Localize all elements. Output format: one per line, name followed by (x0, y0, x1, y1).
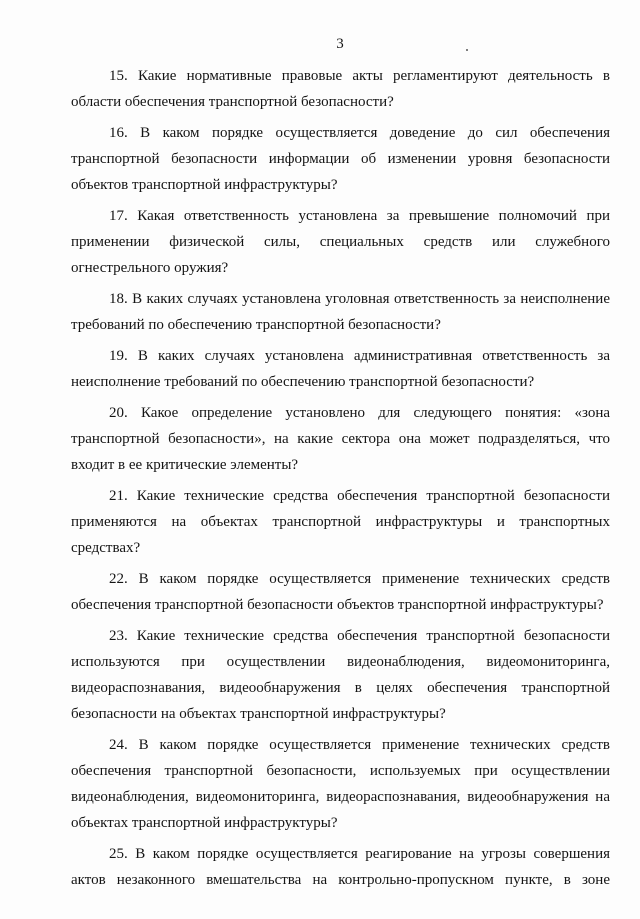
scan-speck (466, 49, 468, 51)
question-17: 17. Какая ответственность установлена за превышение полномочий при применении физической силы, специальных средств или служебного огнестрельного оружия? (71, 208, 610, 276)
question-15: 15. Какие нормативные правовые акты регламентируют деятельность в области обеспечения транспортной безопасности? (71, 68, 610, 110)
question-19: 19. В каких случаях установлена административная ответственность за неисполнение требований по обеспечению транспортной безопасности? (71, 348, 610, 390)
question-22: 22. В каком порядке осуществляется применение технических средств обеспечения транспортной безопасности объектов транспортной инфраструктуры? (71, 571, 610, 613)
question-24: 24. В каком порядке осуществляется применение технических средств обеспечения транспортной безопасности, используемых при осуществлении видеонаблюдения, видеомониторинга, видеораспознавания, видеообнаружения на объектах транспортной инфраструктуры? (71, 737, 610, 831)
question-25: 25. В каком порядке осуществляется реагирование на угрозы совершения актов незаконного вмешательства на контрольно-пропускном пункте, в зоне (71, 846, 610, 888)
page-number: 3 (336, 36, 344, 52)
question-20: 20. Какое определение установлено для следующего понятия: «зона транспортной безопасности», на какие сектора она может подразделяться, что входит в ее критические элементы? (71, 405, 610, 473)
question-16: 16. В каком порядке осуществляется доведение до сил обеспечения транспортной безопасности информации об изменении уровня безопасности объектов транспортной инфраструктуры? (71, 125, 610, 193)
question-21: 21. Какие технические средства обеспечения транспортной безопасности применяются на объектах транспортной инфраструктуры и транспортных средствах? (71, 488, 610, 556)
question-list (71, 63, 610, 898)
question-18: 18. В каких случаях установлена уголовная ответственность за неисполнение требований по обеспечению транспортной безопасности? (71, 291, 610, 333)
question-23: 23. Какие технические средства обеспечения транспортной безопасности используются при осуществлении видеонаблюдения, видеомониторинга, видеораспознавания, видеообнаружения в целях обеспечения транспортной безопасности на объектах транспортной инфраструктуры? (71, 628, 610, 722)
